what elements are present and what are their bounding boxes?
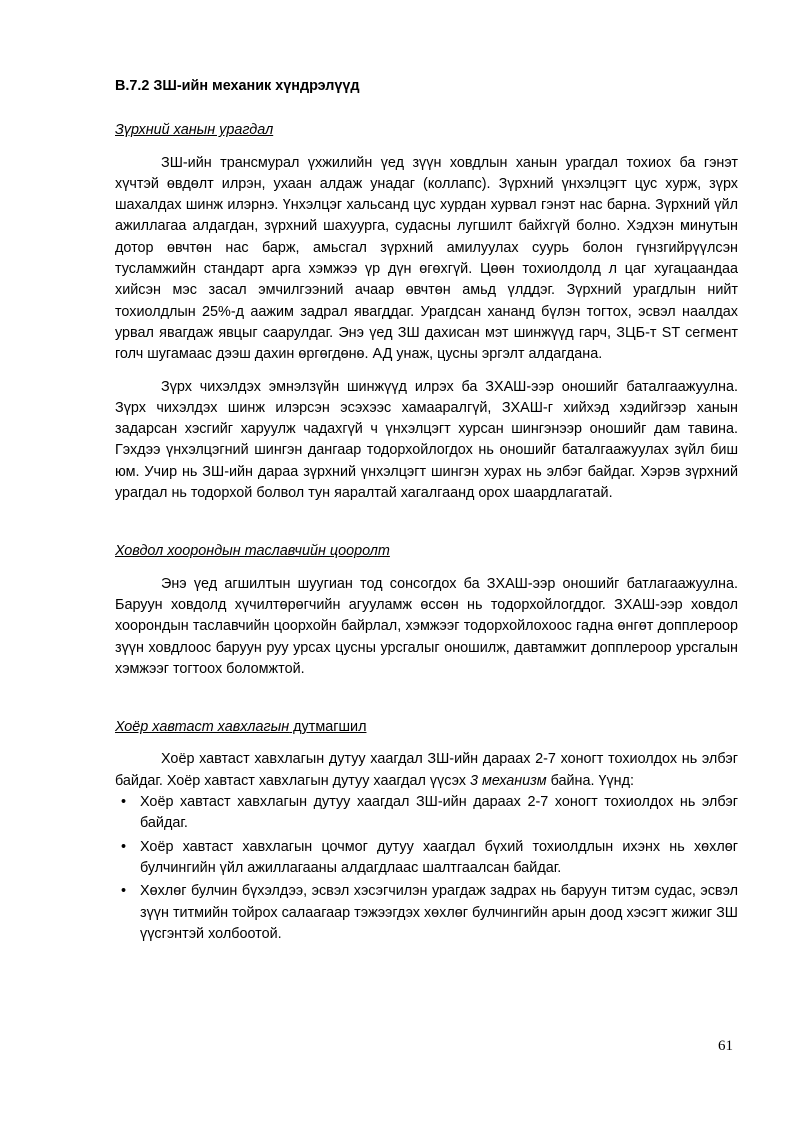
- bullet-icon: •: [121, 883, 127, 900]
- bullet-icon: •: [121, 794, 127, 811]
- page-content: [115, 76, 738, 947]
- paragraph: [115, 749, 738, 792]
- list-item-text: Хөхлөг булчин бүхэлдээ, эсвэл хэсэгчилэн урагдаж задрах нь баруун титэм судас, эсвэл зүүн титмийн тойрох салаагаар тэжээгдэх хөхлөг булчингийн арын доод хэсэгт жижиг ЗШ үүсгэнтэй холбоотой.: [140, 883, 738, 942]
- list-item: [115, 837, 738, 880]
- list-item-text: Хоёр хавтаст хавхлагын цочмог дутуу хаагдал бүхий тохиолдлын ихэнх нь хөхлөг булчингийн үйл ажиллагааны алдагдлаас шалтгаалсан байдаг.: [140, 838, 738, 876]
- subsection-title-plain: дутмагшил: [289, 719, 367, 736]
- bullet-list: [115, 792, 738, 945]
- paragraph-emphasis: 3 механизм: [469, 772, 547, 789]
- paragraph: Энэ үед агшилтын шуугиан тод сонсогдох ба ЗХАШ-ээр оношийг батлагаажуулна. Баруун ховдолд хүчилтөрөгчийн агууламж өссөн нь тодорхойлогддог. ЗХАШ-ээр ховдол хоорондын таславчийн цоорхойн байрлал, хэмжээг тодорхойлохоос гадна өнгөт допплероор зүүн ховдлоос баруун руу урсах цусны урсгалыг оношилж, давтамжит допплероор урсгалын хэмжээг тогтоох боломжтой.: [115, 575, 738, 677]
- subsection-title-italic: Хоёр хавтаст хавхлагын: [115, 719, 290, 736]
- paragraph: Зүрх чихэлдэх эмнэлзүйн шинжүүд илрэх ба ЗХАШ-ээр оношийг баталгаажуулна. Зүрх чихэлдэх шинж илэрсэн эсэхээс хамааралгүй, ЗХАШ-г хийхэд хэдийгээр ханын задарсан хэсгийг харуулж чадахгүй ч үнхэлцэгт хурсан шингэнээр оношийг дам тавина. Гэхдээ үнхэлцэгний шингэн дангаар тодорхойлогдох нь оношийг баталгаажуулах зүйл биш юм. Учир нь ЗШ-ийн дараа зүрхний үнхэлцэгт шингэн хурах нь элбэг байдаг. Хэрэв зүрхний урагдал нь тодорхой болвол тун яаралтай хагалгаанд орох шаардлагатай.: [115, 378, 738, 502]
- paragraph: ЗШ-ийн трансмурал үхжилийн үед зүүн ховдлын ханын урагдал тохиох ба гэнэт хүчтэй өвдөлт илрэн, ухаан алдаж унадаг (коллапс). Зүрхний үнхэлцэгт цус хурж, зүрх шахалдах шинж илэрнэ. Үнхэлцэг хальсанд цус хурдан хурвал гэнэт нас барна. Зүрхний үйл ажиллагаа алдагдан, зүрхний шахуурга, судасны лугшилт байхгүй болно. Хэдхэн минутын дотор өвчтөн нас барж, амьсгал зүрхний амилуулах суурь болон гүнзгийрүүлсэн тусламжийн стандарт арга хэмжээ үр дүн өгөхгүй. Цөөн тохиолдолд л цаг хугацаандаа хийсэн мэс засал эмчилгээний ачаар өвчтөн амьд үлддэг. Зүрхний урагдлын нийт тохиолдлын 25%-д аажим задрал явагддаг. Урагдсан хананд бүлэн тогтох, эсвэл наалдах урвал явагдаж явцыг саарулдаг. Энэ үед ЗШ дахисан мэт шинжүүд гарч, ЗЦБ-т ST сегмент голч шугамаас дээш дахин өргөгдөнө. АД унаж, цусны эргэлт алдагдана.: [115, 154, 738, 363]
- subsection-title-septal-rupture: Ховдол хоорондын таславчийн цооролт: [115, 543, 390, 560]
- bullet-icon: •: [121, 838, 127, 855]
- list-item: [115, 881, 738, 945]
- page-number: 61: [718, 1038, 733, 1054]
- subsection-title-mitral-insufficiency: [115, 717, 738, 738]
- subsection-title-wall-rupture: Зүрхний ханын урагдал: [115, 122, 274, 139]
- paragraph-text: байна. Үүнд:: [546, 772, 635, 789]
- list-item: [115, 792, 738, 835]
- paragraph-text: Хоёр хавтаст хавхлагын дутуу хаагдал ЗШ-ийн дараах 2-7 хоногт тохиолдох нь элбэг байдаг. Хоёр хавтаст хавхлагын дутуу хаагдал үүсэх: [115, 751, 738, 789]
- section-heading: B.7.2 ЗШ-ийн механик хүндрэлүүд: [115, 78, 360, 94]
- list-item-text: Хоёр хавтаст хавхлагын дутуу хаагдал ЗШ-ийн дараах 2-7 хоногт тохиолдох нь элбэг байдаг.: [140, 794, 738, 832]
